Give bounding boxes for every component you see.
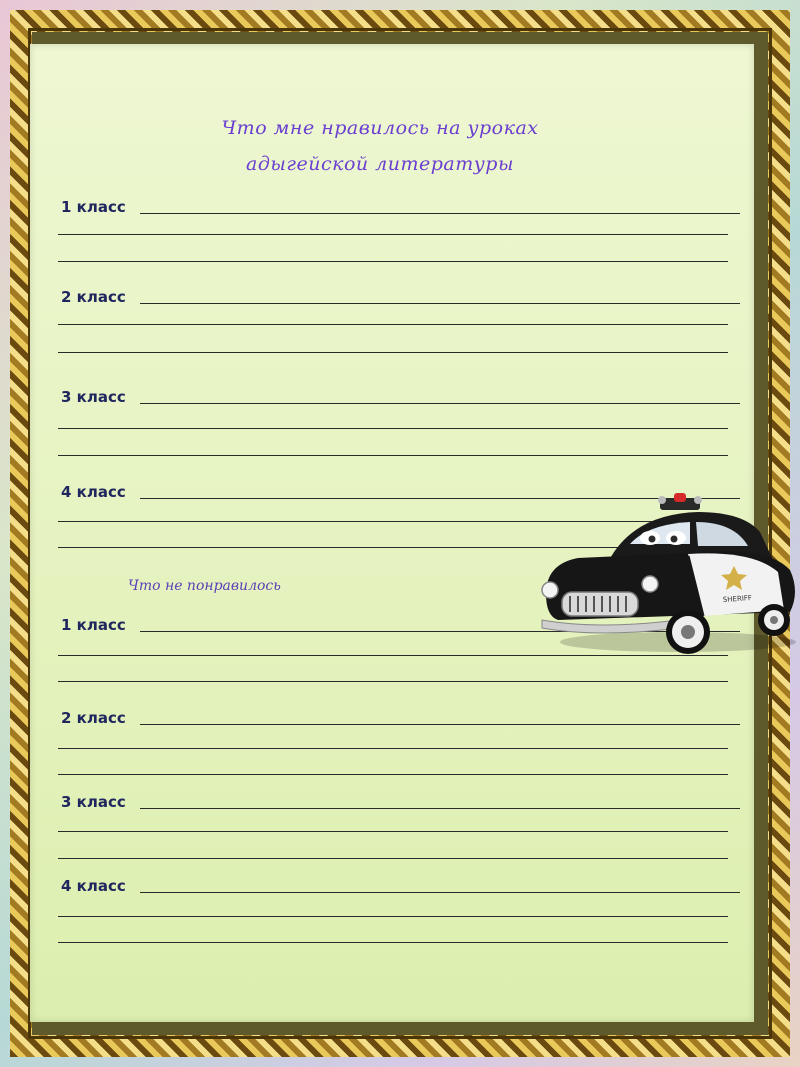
answer-line[interactable] xyxy=(58,748,728,749)
liked-row-3[interactable] xyxy=(58,386,740,408)
answer-line[interactable] xyxy=(58,234,728,235)
disliked-row-4[interactable] xyxy=(58,875,740,897)
grade-label: 2 класс xyxy=(61,709,126,727)
disliked-row-2[interactable] xyxy=(58,707,740,729)
grade-label: 4 класс xyxy=(61,483,126,501)
sheriff-car-icon xyxy=(538,492,800,660)
grade-label: 1 класс xyxy=(61,198,126,216)
answer-line[interactable] xyxy=(58,916,728,917)
grade-label: 3 класс xyxy=(61,793,126,811)
grade-label: 1 класс xyxy=(61,616,126,634)
answer-line[interactable] xyxy=(58,428,728,429)
grade-label: 2 класс xyxy=(61,288,126,306)
liked-row-2[interactable] xyxy=(58,286,740,308)
grade-label: 3 класс xyxy=(61,388,126,406)
answer-line[interactable] xyxy=(140,892,740,893)
answer-line[interactable] xyxy=(58,352,728,353)
section-subtitle: Что не понравилось xyxy=(128,578,281,594)
page-title-line2: адыгейской литературы xyxy=(246,153,514,175)
answer-line[interactable] xyxy=(58,774,728,775)
liked-row-1[interactable] xyxy=(58,196,740,218)
page-title: Что мне нравилось на уроках xyxy=(221,117,539,139)
answer-line[interactable] xyxy=(58,942,728,943)
door-text: SHERIFF xyxy=(722,593,753,604)
answer-line[interactable] xyxy=(140,303,740,304)
answer-line[interactable] xyxy=(58,858,728,859)
answer-line[interactable] xyxy=(140,213,740,214)
answer-line[interactable] xyxy=(58,324,728,325)
disliked-row-3[interactable] xyxy=(58,791,740,813)
answer-line[interactable] xyxy=(140,724,740,725)
answer-line[interactable] xyxy=(58,681,728,682)
answer-line[interactable] xyxy=(140,808,740,809)
grade-label: 4 класс xyxy=(61,877,126,895)
answer-line[interactable] xyxy=(58,455,728,456)
answer-line[interactable] xyxy=(58,831,728,832)
answer-line[interactable] xyxy=(58,261,728,262)
answer-line[interactable] xyxy=(140,403,740,404)
